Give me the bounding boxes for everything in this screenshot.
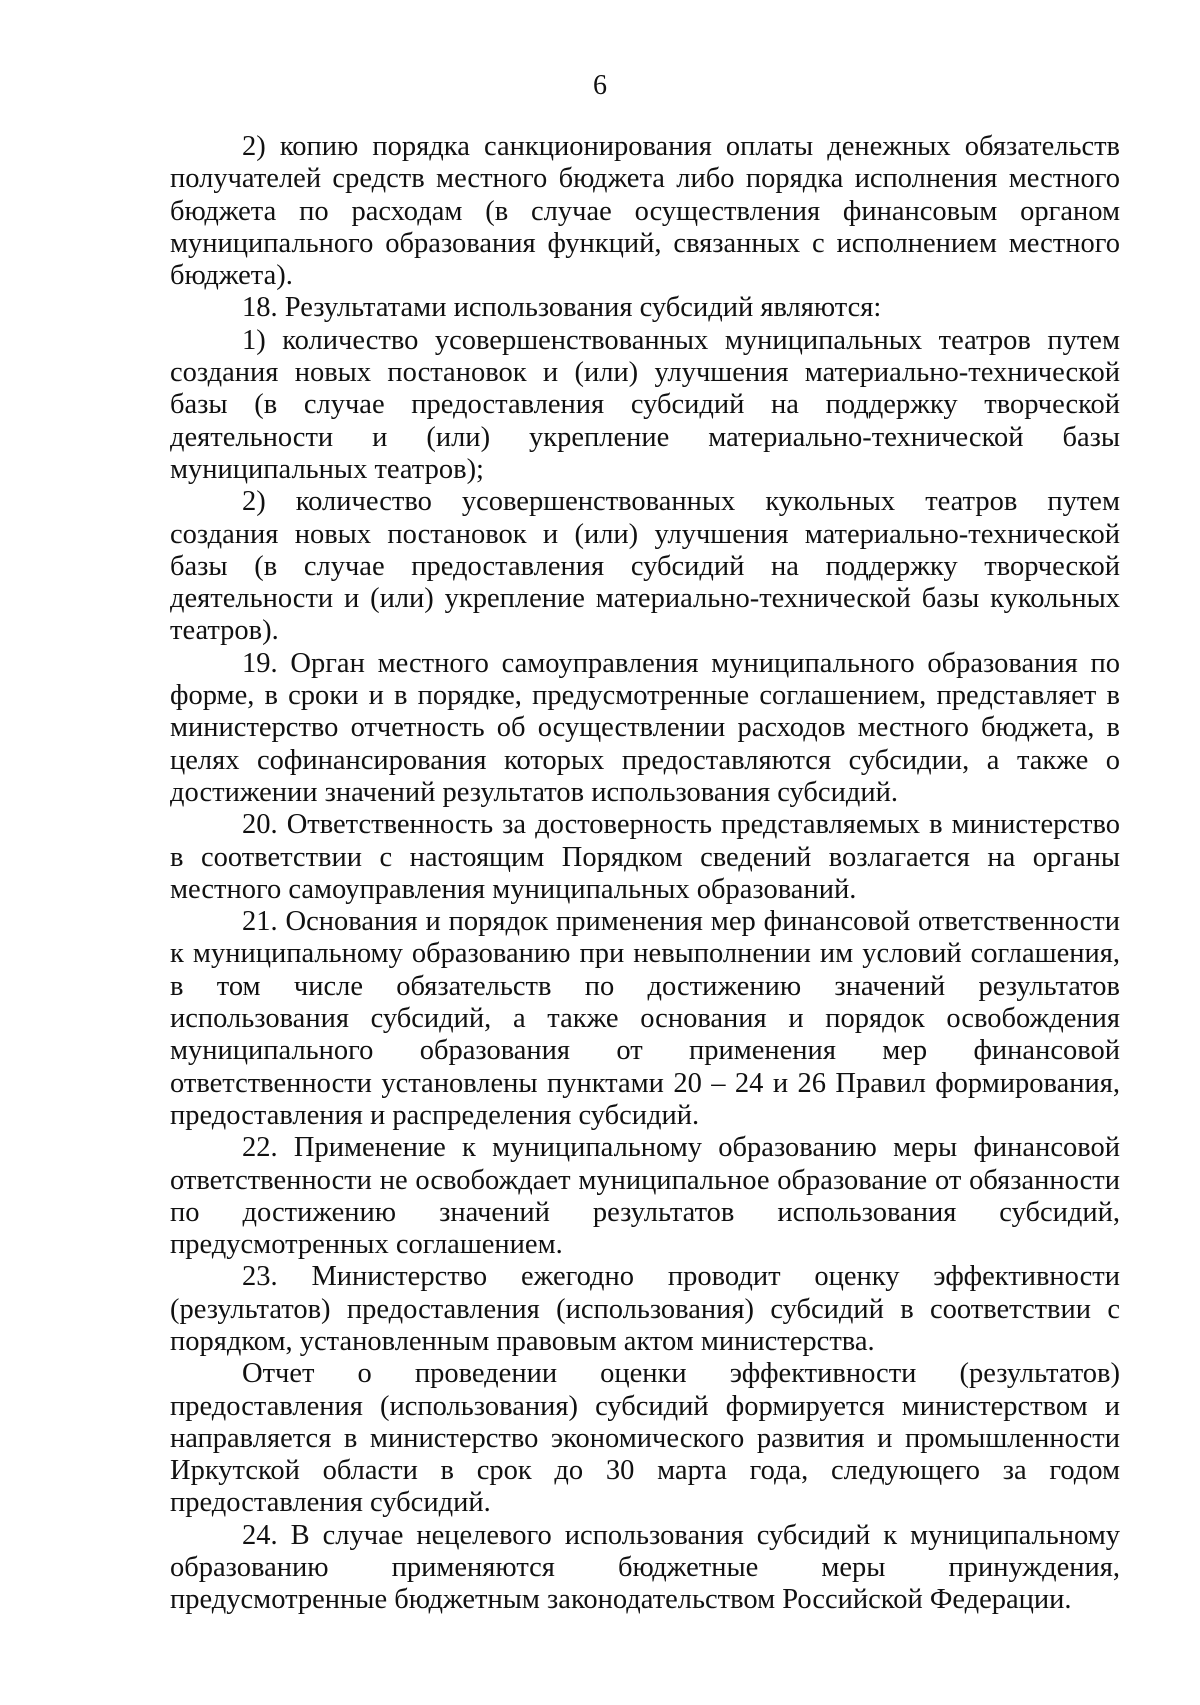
paragraph-23: 23. Министерство ежегодно проводит оценку эффективности (результатов) предоставления (использования) субсидий в соответствии с порядком, установленным правовым актом министерства. [170, 1261, 1120, 1357]
paragraph-18-item-1: 1) количество усовершенствованных муниципальных театров путем создания новых постановок и (или) улучшения материально-технической базы (в случае предоставления субсидий на поддержку творческой деятельности и (или) укрепление материально-технической базы муниципальных театров); [170, 324, 1120, 485]
paragraph-21: 21. Основания и порядок применения мер финансовой ответственности к муниципальному образованию при невыполнении им условий соглашения, в том числе обязательств по достижению значений результатов использования субсидий, а также основания и порядок освобождения муниципального образования от применения мер финансовой ответственности установлены пунктами 20 – 24 и 26 Правил формирования, предоставления и распределения субсидий. [170, 906, 1120, 1131]
paragraph-22: 22. Применение к муниципальному образованию меры финансовой ответственности не освобождает муниципальное образование от обязанности по достижению значений результатов использования субсидий, предусмотренных соглашением. [170, 1132, 1120, 1261]
paragraph-item-2-copy: 2) копию порядка санкционирования оплаты денежных обязательств получателей средств местного бюджета либо порядка исполнения местного бюджета по расходам (в случае осуществления финансовым органом муниципального образования функций, связанных с исполнением местного бюджета). [170, 131, 1120, 292]
paragraph-18-item-2: 2) количество усовершенствованных кукольных театров путем создания новых постановок и (или) улучшения материально-технической базы (в случае предоставления субсидий на поддержку творческой деятельности и (или) укрепление материально-технической базы кукольных театров). [170, 486, 1120, 647]
page-number: 6 [593, 70, 607, 101]
paragraph-18-header: 18. Результатами использования субсидий являются: [242, 292, 882, 324]
paragraph-19: 19. Орган местного самоуправления муниципального образования по форме, в сроки и в порядке, предусмотренные соглашением, представляет в министерство отчетность об осуществлении расходов местного бюджета, в целях софинансирования которых предоставляются субсидии, а также о достижении значений результатов использования субсидий. [170, 647, 1120, 808]
paragraph-20: 20. Ответственность за достоверность представляемых в министерство в соответствии с настоящим Порядком сведений возлагается на органы местного самоуправления муниципальных образований. [170, 809, 1120, 905]
paragraph-24: 24. В случае нецелевого использования субсидий к муниципальному образованию применяются бюджетные меры принуждения, предусмотренные бюджетным законодательством Российской Федерации. [170, 1519, 1120, 1616]
document-body [170, 131, 1120, 1617]
paragraph-23-report: Отчет о проведении оценки эффективности (результатов) предоставления (использования) субсидий формируется министерством и направляется в министерство экономического развития и промышленности Иркутской области в срок до 30 марта года, следующего за годом предоставления субсидий. [170, 1358, 1120, 1519]
